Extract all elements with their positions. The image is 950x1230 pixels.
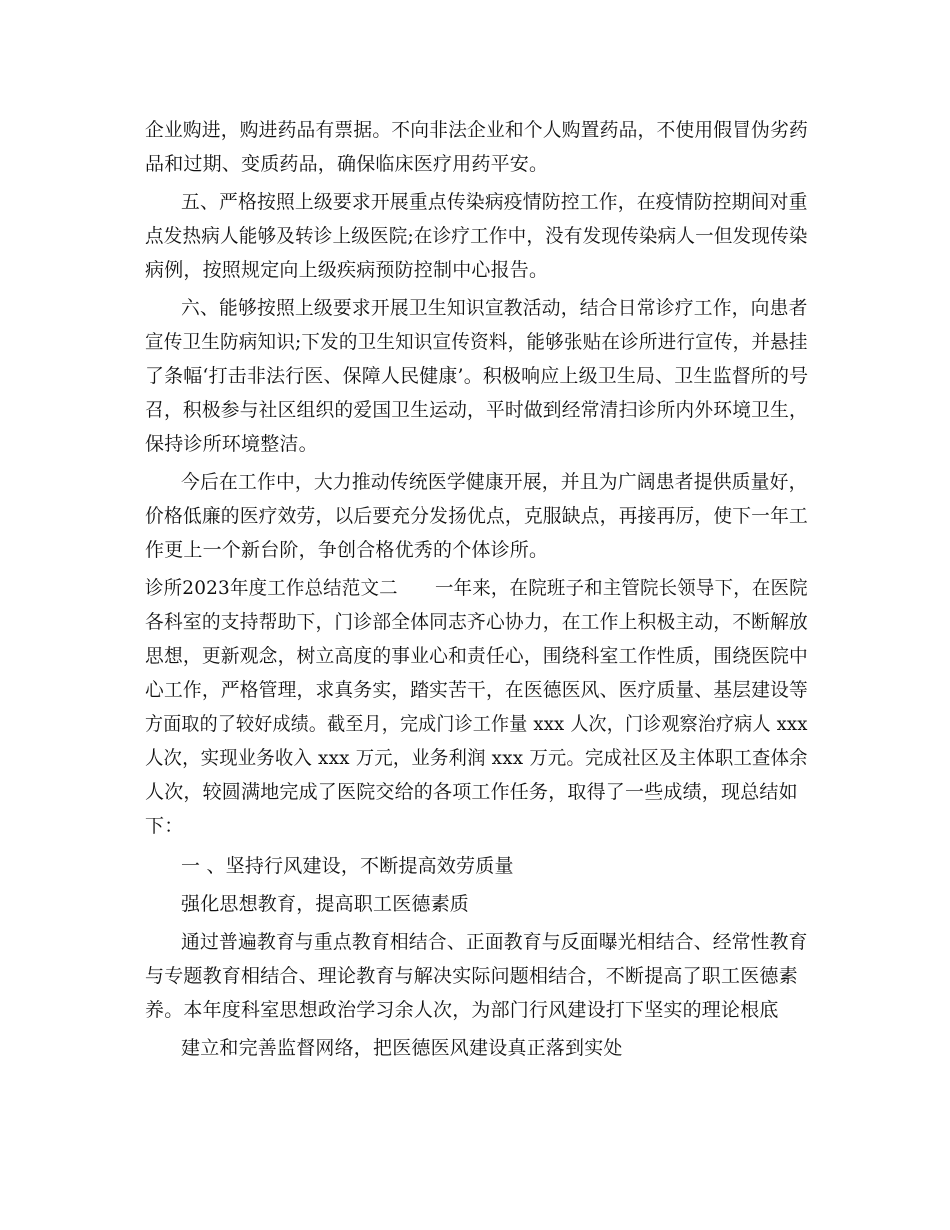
text-line: 点发热病人能够及转诊上级医院;在诊疗工作中，没有发现传染病人一但发现传染 xyxy=(145,225,808,247)
section-heading: 诊所2023年度工作总结范文二 一年来，在院班子和主管院长领导下，在医院 xyxy=(145,577,808,599)
text-line: 各科室的支持帮助下，门诊部全体同志齐心协力，在工作上积极主动，不断解放 xyxy=(145,611,809,633)
subheading: 一 、坚持行风建设，不断提高效劳质量 xyxy=(181,855,514,877)
text-line: 保持诊所环境整洁。 xyxy=(145,433,318,455)
text-line: 了条幅‘打击非法行医、保障人民健康’。积极响应上级卫生局、卫生监督所的号 xyxy=(145,365,809,387)
subheading: 强化思想教育，提高职工医德素质 xyxy=(181,893,470,915)
text-line: 人次，较圆满地完成了医院交给的各项工作任务，取得了一些成绩，现总结如 xyxy=(145,781,798,803)
text-line: 宣传卫生防病知识;下发的卫生知识宣传资料，能够张贴在诊所进行宣传，并悬挂 xyxy=(145,331,808,353)
text-line: 与专题教育相结合、理论教育与解决实际问题相结合，不断提高了职工医德素 xyxy=(145,965,798,987)
text-line: 心工作，严格管理，求真务实，踏实苦干，在医德医风、医疗质量、基层建设等 xyxy=(145,679,809,701)
text-line: 思想，更新观念，树立高度的事业心和责任心，围绕科室工作性质，围绕医院中 xyxy=(145,645,809,667)
text-line: 作更上一个新台阶，争创合格优秀的个体诊所。 xyxy=(145,539,549,561)
text-line: 价格低廉的医疗效劳，以后要充分发扬优点，克服缺点，再接再厉，使下一年工 xyxy=(145,505,809,527)
text-line: 六、能够按照上级要求开展卫生知识宣教活动，结合日常诊疗工作，向患者 xyxy=(181,297,808,319)
text-line: 品和过期、变质药品，确保临床医疗用药平安。 xyxy=(145,153,549,175)
text-line: 召，积极参与社区组织的爱国卫生运动，平时做到经常清扫诊所内外环境卫生， xyxy=(145,399,809,421)
text-line: 病例，按照规定向上级疾病预防控制中心报告。 xyxy=(145,259,549,281)
text-line: 方面取的了较好成绩。截至月，完成门诊工作量 xxx 人次，门诊观察治疗病人 xxx xyxy=(145,713,808,735)
text-line: 五、严格按照上级要求开展重点传染病疫情防控工作，在疫情防控期间对重 xyxy=(181,191,808,213)
text-line: 通过普遍教育与重点教育相结合、正面教育与反面曝光相结合、经常性教育 xyxy=(181,931,808,953)
text-line: 今后在工作中，大力推动传统医学健康开展，并且为广阔患者提供质量好， xyxy=(181,471,808,493)
subheading: 建立和完善监督网络，把医德医风建设真正落到实处 xyxy=(181,1037,623,1059)
text-line: 养。本年度科室思想政治学习余人次，为部门行风建设打下坚实的理论根底 xyxy=(145,999,779,1021)
text-line: 下： xyxy=(145,815,184,837)
text-line: 企业购进，购进药品有票据。不向非法企业和个人购置药品，不使用假冒伪劣药 xyxy=(145,119,809,141)
text-line: 人次，实现业务收入 xxx 万元，业务利润 xxx 万元。完成社区及主体职工查体余 xyxy=(145,747,808,769)
